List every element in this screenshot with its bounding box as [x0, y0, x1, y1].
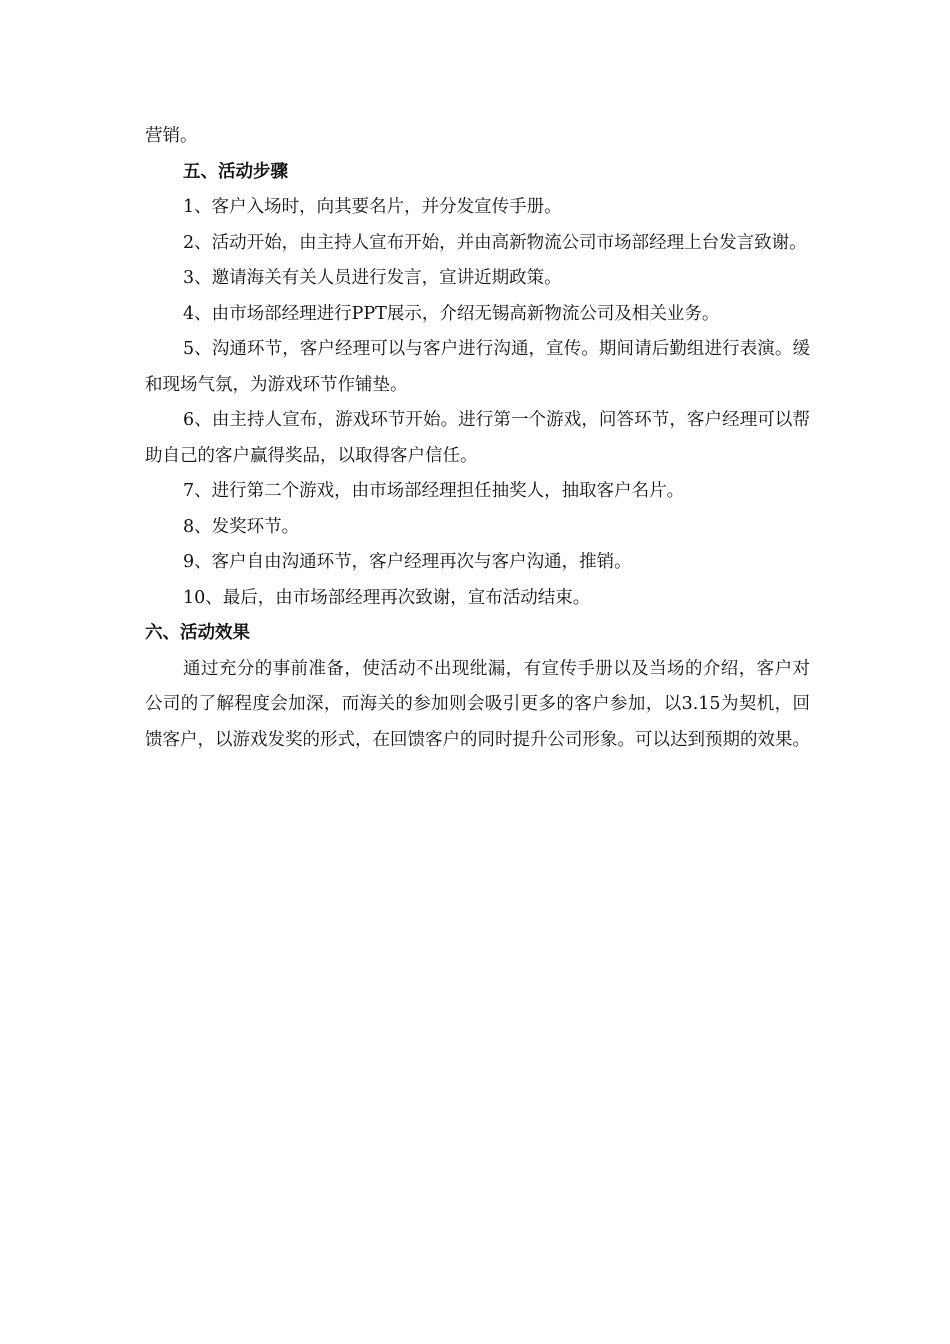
- step-10: 10、最后，由市场部经理再次致谢，宣布活动结束。: [183, 587, 591, 608]
- lead-line: 营销。: [145, 126, 198, 146]
- document-body: [145, 119, 810, 758]
- section-6-body: 通过充分的事前准备，使活动不出现纰漏，有宣传手册以及当场的介绍，客户对公司的了解程度会加深，而海关的参加则会吸引更多的客户参加，以3.15为契机，回馈客户，以游戏发奖的形式，在回馈客户的同时提升公司形象。可以达到预期的效果。: [145, 658, 810, 750]
- step-5: 5、沟通环节，客户经理可以与客户进行沟通，宣传。期间请后勤组进行表演。缓和现场气氛，为游戏环节作铺垫。: [145, 339, 810, 395]
- step-7: 7、进行第二个游戏，由市场部经理担任抽奖人，抽取客户名片。: [183, 481, 685, 501]
- step-2: 2、活动开始，由主持人宣布开始，并由高新物流公司市场部经理上台发言致谢。: [183, 232, 807, 253]
- step-4: 4、由市场部经理进行PPT展示，介绍无锡高新物流公司及相关业务。: [183, 303, 720, 324]
- step-1: 1、客户入场时，向其要名片，并分发宣传手册。: [183, 197, 562, 217]
- step-8: 8、发奖环节。: [183, 516, 300, 537]
- step-9: 9、客户自由沟通环节，客户经理再次与客户沟通，推销。: [183, 552, 632, 572]
- step-3: 3、邀请海关有关人员进行发言，宣讲近期政策。: [183, 268, 562, 288]
- step-6: 6、由主持人宣布，游戏环节开始。进行第一个游戏，问答环节，客户经理可以帮助自己的客户赢得奖品，以取得客户信任。: [145, 410, 810, 466]
- section-6-heading: 六、活动效果: [145, 623, 250, 643]
- section-5-heading: 五、活动步骤: [183, 161, 288, 182]
